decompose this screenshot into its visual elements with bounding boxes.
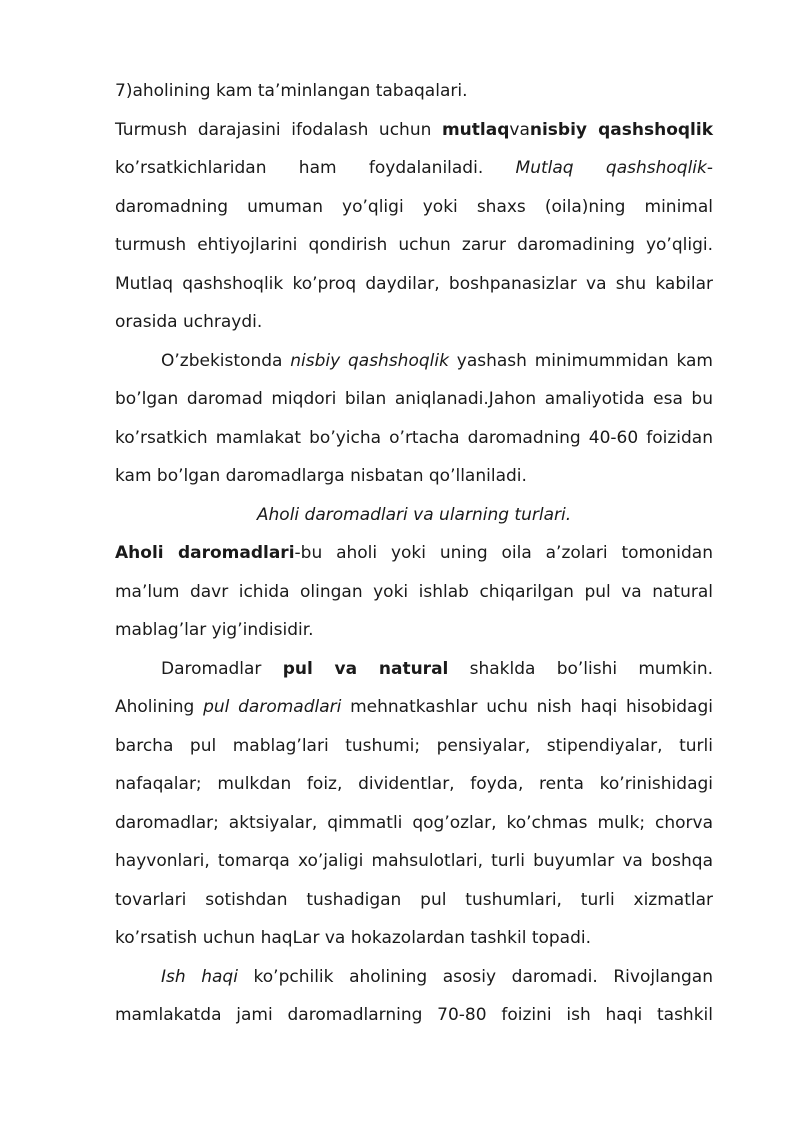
paragraph-line <box>115 573 713 612</box>
italic-term: Ish haqi <box>161 966 238 987</box>
text-line-1: 7)aholining kam ta’minlangan tabaqalari. <box>115 81 468 101</box>
text-run: mablag’lar yig’indisidir. <box>115 620 314 640</box>
text-run: hayvonlari, tomarqa xo’jaligi mahsulotlari, turli buyumlar va boshqa <box>115 851 713 871</box>
section-title: Aholi daromadlari va ularning turlari. <box>256 504 572 525</box>
paragraph-line <box>115 342 713 381</box>
text-run: ma’lum davr ichida olingan yoki ishlab chiqarilgan pul va natural <box>115 581 713 602</box>
italic-term: nisbiy qashshoqlik <box>290 350 449 371</box>
text-run: Mutlaq qashshoqlik ko’proq daydilar, boshpanasizlar va shu kabilar <box>115 273 713 294</box>
text-run: barcha pul mablag’lari tushumi; pensiyalar, stipendiyalar, turli <box>115 735 713 756</box>
paragraph-line <box>115 303 713 342</box>
paragraph-line <box>115 765 713 804</box>
text-run: kam bo’lgan daromadlarga nisbatan qo’llaniladi. <box>115 466 527 486</box>
bold-term: mutlaq <box>441 119 510 140</box>
paragraph-line <box>115 919 713 958</box>
paragraph-line <box>115 958 713 997</box>
document-body <box>115 72 713 1035</box>
text-run: tovarlari sotishdan tushadigan pul tushumlari, turli xizmatlar <box>115 889 713 910</box>
paragraph-line <box>115 842 713 881</box>
paragraph-line <box>115 650 713 689</box>
paragraph-line <box>115 265 713 304</box>
text-run: turmush ehtiyojlarini qondirish uchun zarur daromadining yo’qligi. <box>115 235 713 255</box>
paragraph-line <box>115 727 713 766</box>
text-run: orasida uchraydi. <box>115 312 263 332</box>
paragraph-line <box>115 804 713 843</box>
text-run: va <box>509 119 530 140</box>
text-run: mamlakatda jami daromadlarning 70-80 foizini ish haqi tashkil <box>115 1005 713 1025</box>
text-run: mehnatkashlar uchu nish haqi hisobidagi <box>341 697 713 717</box>
paragraph-line <box>115 419 713 458</box>
paragraph-line <box>115 881 713 920</box>
text-run: ko’rsatkichlaridan ham foydalaniladi. <box>115 158 516 178</box>
bold-term: pul va natural <box>282 658 449 679</box>
paragraph-line <box>115 111 713 150</box>
text-run: daromadlar; aktsiyalar, qimmatli qog’ozlar, ko’chmas mulk; chorva <box>115 812 713 833</box>
paragraph-line <box>115 457 713 496</box>
text-run: Turmush darajasini ifodalash uchun <box>115 119 442 140</box>
text-run: -bu aholi yoki uning oila a’zolari tomonidan <box>294 543 713 563</box>
bold-term: nisbiy qashshoqlik <box>529 119 713 140</box>
text-run: shaklda bo’lishi mumkin. <box>448 658 714 679</box>
paragraph-line <box>115 226 713 265</box>
italic-term: pul daromadlari <box>203 697 342 717</box>
text-run: daromadning umuman yo’qligi yoki shaxs (oila)ning minimal <box>115 196 713 217</box>
paragraph-line <box>115 149 713 188</box>
text-run: bo’lgan daromad miqdori bilan aniqlanadi.Jahon amaliyotida esa bu <box>115 389 713 409</box>
text-run: Aholining <box>115 697 204 717</box>
text-run: ko’pchilik aholining asosiy daromadi. Rivojlangan <box>237 966 713 987</box>
paragraph-line <box>115 380 713 419</box>
text-run: - <box>706 158 713 178</box>
text-run: yashash minimummidan kam <box>448 350 713 371</box>
bold-term: Aholi daromadlari <box>115 543 295 563</box>
section-heading <box>115 496 713 535</box>
text-run: nafaqalar; mulkdan foiz, dividentlar, foyda, renta ko’rinishidagi <box>115 774 713 794</box>
italic-term: Mutlaq qashshoqlik <box>515 158 707 178</box>
text-run: ko’rsatish uchun haqLar va hokazolardan tashkil topadi. <box>115 928 592 948</box>
paragraph-line <box>115 611 713 650</box>
list-item <box>115 72 713 111</box>
paragraph-line <box>115 688 713 727</box>
text-run: ko’rsatkich mamlakat bo’yicha o’rtacha daromadning 40-60 foizidan <box>115 427 713 448</box>
text-run: Daromadlar <box>161 658 283 679</box>
paragraph-line <box>115 996 713 1035</box>
paragraph-line <box>115 534 713 573</box>
paragraph-line <box>115 188 713 227</box>
text-run: O’zbekistonda <box>161 350 291 371</box>
